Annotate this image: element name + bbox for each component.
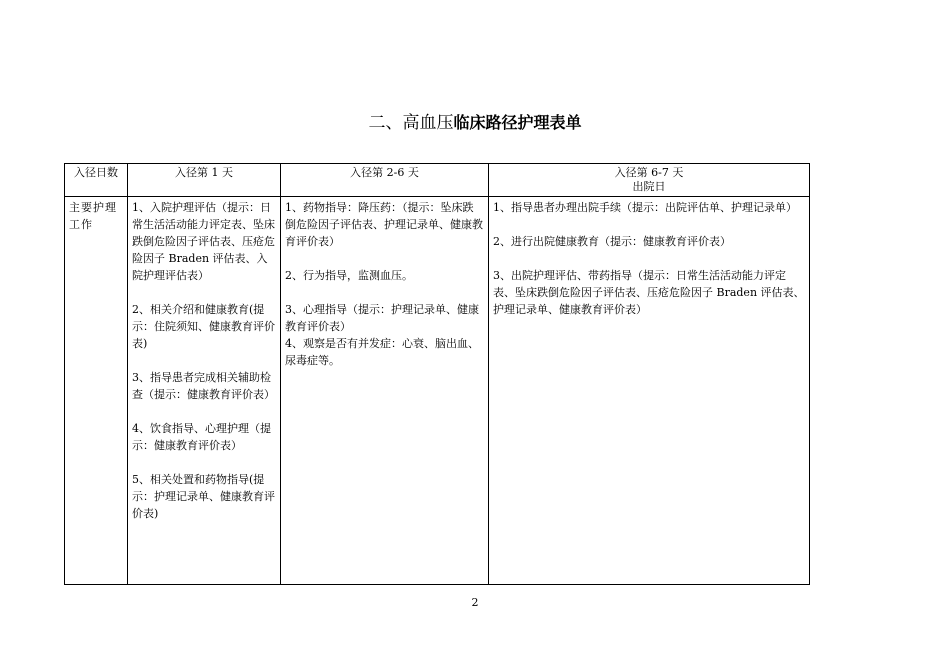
list-item: 2、相关介绍和健康教育(提示：住院须知、健康教育评价表) — [132, 303, 275, 350]
table-row — [65, 197, 810, 585]
list-item: 4、观察是否有并发症：心衰、脑出血、尿毒症等。 — [285, 337, 479, 367]
header-day1: 入径第 1 天 — [128, 164, 281, 197]
list-item: 3、心理指导（提示：护理记录单、健康教育评价表） — [285, 303, 479, 333]
header-discharge-label: 出院日 — [632, 180, 666, 193]
list-item: 2、行为指导，监测血压。 — [285, 269, 413, 282]
title-prefix: 二、高血压 — [368, 113, 454, 133]
day2-6-cell — [281, 197, 489, 585]
day1-cell — [128, 197, 281, 585]
header-day2-6: 入径第 2-6 天 — [281, 164, 489, 197]
nursing-pathway-table — [64, 163, 810, 585]
header-day6-7 — [489, 164, 810, 197]
row-label: 主要护理工作 — [65, 197, 128, 585]
list-item: 3、出院护理评估、带药指导（提示：日常生活活动能力评定表、坠床跌倒危险因子评估表、压疮危险因子 Braden 评估表、护理记录单、健康教育评价表） — [493, 269, 805, 316]
list-item: 3、指导患者完成相关辅助检查（提示：健康教育评价表） — [132, 371, 275, 401]
list-item: 5、相关处置和药物指导(提示：护理记录单、健康教育评价表) — [132, 473, 275, 520]
header-days: 入径日数 — [65, 164, 128, 197]
list-item: 1、指导患者办理出院手续（提示：出院评估单、护理记录单） — [493, 201, 797, 214]
title-bold: 临床路径护理表单 — [453, 113, 582, 132]
list-item: 1、入院护理评估（提示：日常生活活动能力评定表、坠床跌倒危险因子评估表、压疮危险因子 Braden 评估表、入院护理评估表） — [132, 201, 275, 282]
page-title — [0, 108, 950, 133]
list-item: 4、饮食指导、心理护理（提示：健康教育评价表） — [132, 422, 271, 452]
page-number: 2 — [471, 596, 479, 609]
list-item: 1、药物指导：降压药：（提示：坠床跌倒危险因子评估表、护理记录单、健康教育评价表） — [285, 201, 483, 248]
list-item: 2、进行出院健康教育（提示：健康教育评价表） — [493, 235, 731, 248]
day6-7-cell — [489, 197, 810, 585]
header-row — [65, 164, 810, 197]
header-day6-7-label: 入径第 6-7 天 — [614, 166, 684, 179]
